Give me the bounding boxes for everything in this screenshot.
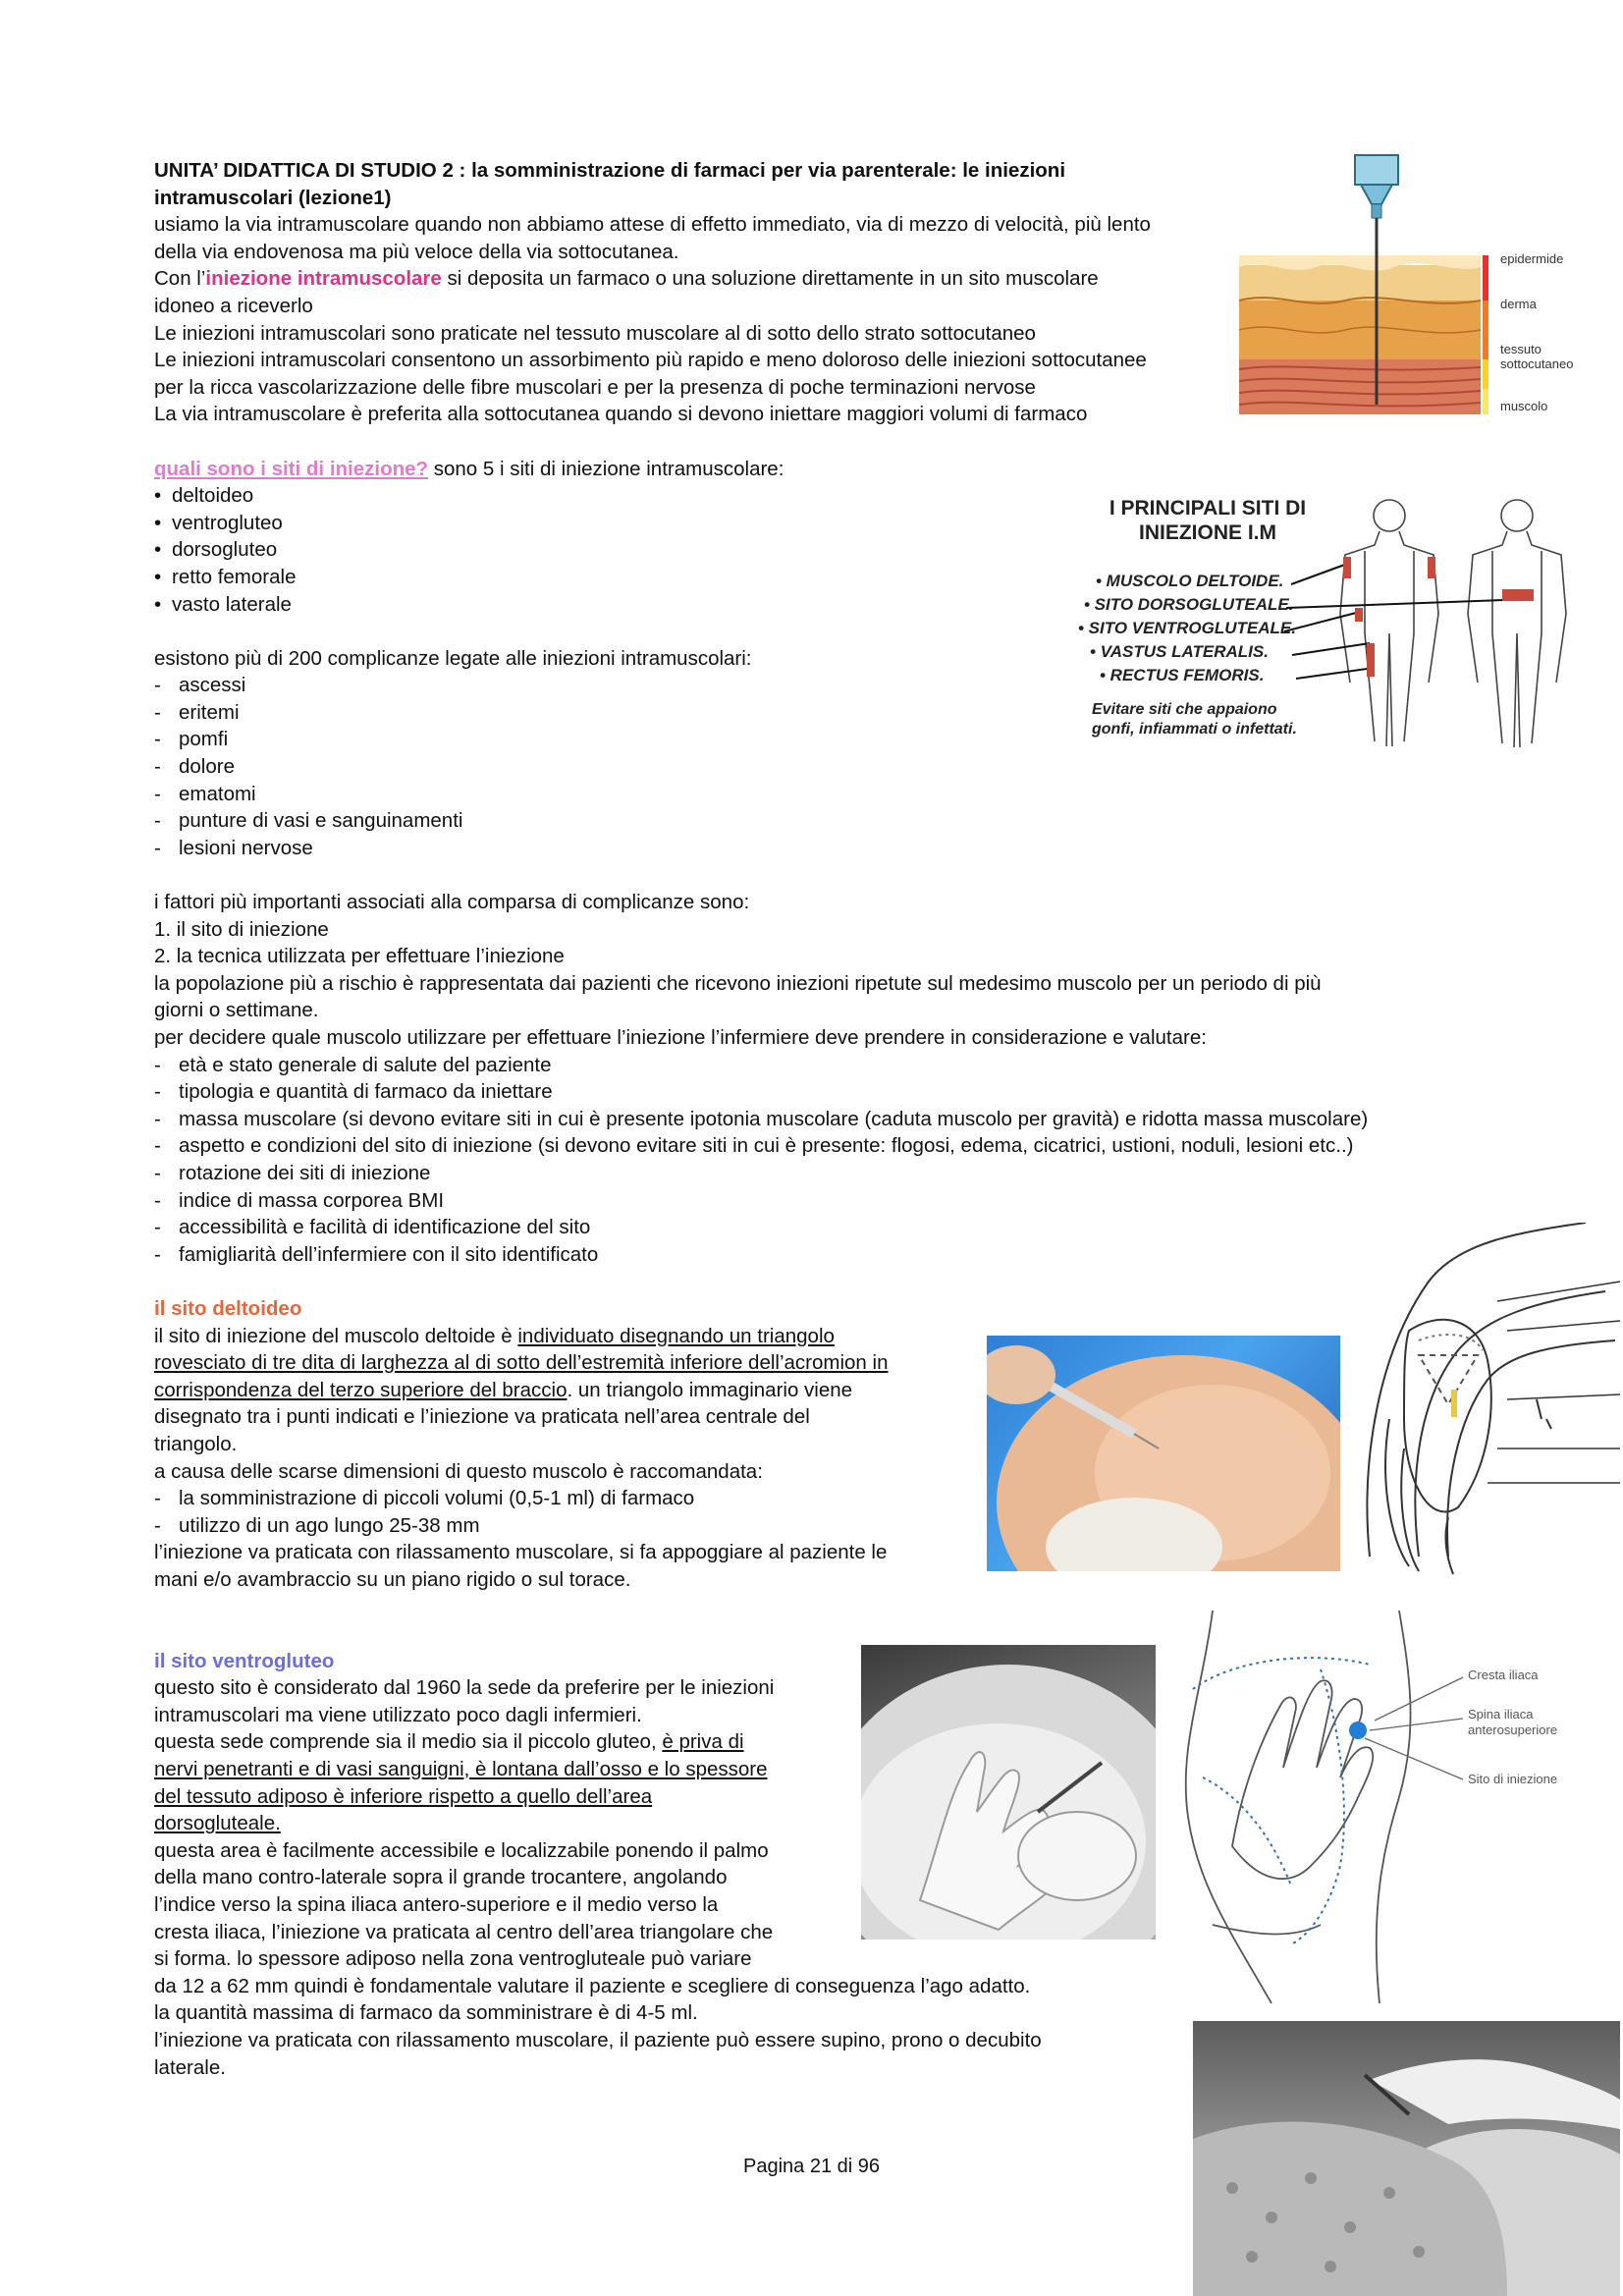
skin-layers-diagram (1237, 147, 1492, 432)
site-item: • dorsogluteo (154, 538, 278, 562)
im-sites-note: Evitare siti che appaiono gonfi, infiammati o infettati. (1092, 701, 1297, 738)
complication-item: - ematomi (154, 782, 256, 805)
complications-intro: esistono più di 200 complicanze legate alle iniezioni intramuscolari: (154, 646, 752, 670)
deltoid-injection-photo (987, 1336, 1340, 1571)
ventro-line: della mano contro-laterale sopra il grande trocantere, angolando (154, 1866, 728, 1889)
site-item: • retto femorale (154, 565, 297, 588)
deltoid-line: a causa delle scarse dimensioni di questo muscolo è raccomandata: (154, 1459, 763, 1483)
criteria-item: - accessibilità e facilità di identificazione del sito (154, 1216, 591, 1239)
deltoid-heading: il sito deltoideo (154, 1296, 302, 1320)
deltoid-line: disegnato tra i punti indicati e l’iniezione va praticata nell’area centrale del (154, 1405, 810, 1429)
label-sito-di-iniezione: Sito di iniezione (1468, 1772, 1558, 1786)
title-line-1: UNITA’ DIDATTICA DI STUDIO 2 : la somministrazione di farmaci per via parenterale: le iniezioni (154, 159, 1066, 182)
label-derma: derma (1500, 297, 1537, 311)
ventro-line: dorsogluteale. (154, 1812, 281, 1835)
criteria-item: - indice di massa corporea BMI (154, 1188, 445, 1212)
label-epidermide: epidermide (1500, 251, 1564, 266)
intro-line: per la ricca vascolarizzazione delle fibre muscolari e per la presenza di poche terminazioni nervose (154, 375, 1036, 399)
label-cresta-iliaca: Cresta iliaca (1468, 1667, 1539, 1682)
site-item: • deltoideo (154, 484, 254, 508)
intro-line: Le iniezioni intramuscolari sono praticate nel tessuto muscolare al di sotto dello strato sottocutaneo (154, 321, 1036, 345)
deltoid-line: corrispondenza del terzo superiore del braccio. un triangolo immaginario viene (154, 1378, 853, 1401)
ventro-line: l’indice verso la spina iliaca antero-superiore e il medio verso la (154, 1893, 719, 1916)
site-item: • vasto laterale (154, 592, 292, 616)
criteria-item: - età e stato generale di salute del paziente (154, 1053, 552, 1076)
sites-question-line: quali sono i siti di iniezione? sono 5 i siti di iniezione intramuscolare: (154, 457, 784, 480)
ventro-line: questa area è facilmente accessibile e localizzabile ponendo il palmo (154, 1838, 769, 1862)
label-spina-iliaca: Spina iliaca (1468, 1707, 1534, 1722)
ventrogluteal-anatomy-svg (1173, 1611, 1620, 2003)
label-muscolo: muscolo (1500, 399, 1548, 413)
label-sottocutaneo: sottocutaneo (1500, 356, 1574, 371)
deltoid-line: triangolo. (154, 1432, 238, 1455)
label-tessuto: tessuto (1500, 342, 1542, 356)
intro-line: Le iniezioni intramuscolari consentono un assorbimento più rapido e meno doloroso delle iniezioni sottocutanee (154, 349, 1147, 372)
ventro-line: questo sito è considerato dal 1960 la sede da preferire per le iniezioni (154, 1676, 775, 1700)
criteria-item: - rotazione dei siti di iniezione (154, 1161, 431, 1184)
criteria-item: - aspetto e condizioni del sito di iniezione (si devono evitare siti in cui è presente: flogosi, edema, cicatrici, ustioni, noduli, lesioni etc..) (154, 1134, 1354, 1158)
deltoid-photo-drawing (987, 1336, 1340, 1571)
complication-item: - dolore (154, 755, 235, 779)
ventro-line: questa sede comprende sia il medio sia il piccolo gluteo, è priva di (154, 1730, 744, 1754)
ventro-line: si forma. lo spessore adiposo nella zona ventrogluteale può variare (154, 1947, 752, 1971)
intro-line: La via intramuscolare è preferita alla sottocutanea quando si devono iniettare maggiori volumi di farmaco (154, 403, 1088, 426)
intro-line: della via endovenosa ma più veloce della via sottocutanea. (154, 240, 679, 263)
complication-item: - eritemi (154, 700, 240, 724)
ventro-line: laterale. (154, 2055, 226, 2079)
criteria-item: - massa muscolare (si devono evitare siti in cui è presente ipotonia muscolare (caduta muscolo per gravità) e ridotta massa muscolare) (154, 1107, 1369, 1130)
title-line-2: intramuscolari (lezione1) (154, 186, 392, 209)
deltoid-anatomy-svg (1350, 1223, 1620, 1576)
deltoid-item: - utilizzo di un ago lungo 25-38 mm (154, 1513, 480, 1537)
im-sites-figure (1070, 486, 1581, 756)
ventro-line: del tessuto adiposo è inferiore rispetto a quello dell’area (154, 1784, 653, 1808)
ventro-line: intramuscolari ma viene utilizzato poco dagli infermieri. (154, 1703, 642, 1726)
sites-question-link[interactable]: quali sono i siti di iniezione? (154, 457, 429, 480)
intro-line: usiamo la via intramuscolare quando non abbiamo attese di effetto immediato, via di mezzo di velocità, più lento (154, 213, 1151, 237)
label-anterosuperiore: anterosuperiore (1468, 1722, 1558, 1737)
factor-item: 1. il sito di iniezione (154, 917, 329, 941)
deltoid-line: l’iniezione va praticata con rilassamento muscolare, si fa appoggiare al paziente le (154, 1541, 888, 1564)
criteria-item: - famigliarità dell’infermiere con il sito identificato (154, 1242, 599, 1266)
risk-line: giorni o settimane. (154, 999, 319, 1022)
im-sites-title: I PRINCIPALI SITI DI INIEZIONE I.M (1109, 497, 1307, 544)
ventrogluteal-photo-drawing (861, 1645, 1156, 1940)
ventro-line: cresta iliaca, l’iniezione va praticata al centro dell’area triangolare che (154, 1920, 774, 1943)
ventro-line: nervi penetranti e di vasi sanguigni, è lontana dall’osso e lo spessore (154, 1758, 768, 1781)
im-sites-list: • MUSCOLO DELTOIDE. • SITO DORSOGLUTEALE. • SITO VENTROGLUTEALE. • VASTUS LATERALIS. • RECTUS FEMORIS. (1078, 572, 1296, 684)
criteria-item: - tipologia e quantità di farmaco da iniettare (154, 1080, 553, 1104)
site-item: • ventrogluteo (154, 511, 283, 534)
risk-line: la popolazione più a rischio è rappresentata dai pazienti che ricevono iniezioni ripetute sul medesimo muscolo per un periodo di più (154, 971, 1322, 995)
deltoid-anatomy-drawing (1350, 1223, 1620, 1576)
ventro-heading: il sito ventrogluteo (154, 1649, 335, 1672)
ventro-line: la quantità massima di farmaco da somministrare è di 4-5 ml. (154, 2001, 698, 2025)
deltoid-item: - la somministrazione di piccoli volumi (0,5-1 ml) di farmaco (154, 1487, 695, 1510)
ventro-line: l’iniezione va praticata con rilassamento muscolare, il paziente può essere supino, prono o decubito (154, 2028, 1042, 2051)
page-number: Pagina 21 di 96 (742, 2156, 880, 2177)
factor-item: 2. la tecnica utilizzata per effettuare l’iniezione (154, 945, 565, 968)
ventro-line: da 12 a 62 mm quindi è fondamentale valutare il paziente e scegliere di conseguenza l’ago adatto. (154, 1974, 1031, 1997)
deltoid-line: il sito di iniezione del muscolo deltoide è individuato disegnando un triangolo (154, 1324, 835, 1347)
risk-line: per decidere quale muscolo utilizzare per effettuare l’iniezione l’infermiere deve prendere in considerazione e valutare: (154, 1026, 1207, 1049)
ventrogluteal-anatomy-drawing (1173, 1611, 1620, 2003)
complication-item: - ascessi (154, 674, 246, 697)
complication-item: - punture di vasi e sanguinamenti (154, 809, 463, 833)
ventrogluteal-photo (861, 1645, 1156, 1940)
con-line: Con l’iniezione intramuscolare si deposita un farmaco o una soluzione direttamente in un sito muscolare (154, 267, 1099, 291)
complication-item: - lesioni nervose (154, 836, 313, 859)
deltoid-line: mani e/o avambraccio su un piano rigido o sul torace. (154, 1567, 631, 1591)
skin-layers-figure (1237, 147, 1620, 432)
intro-line: idoneo a riceverlo (154, 294, 313, 317)
body-outline-drawing (1070, 486, 1581, 756)
factors-intro: i fattori più importanti associati alla comparsa di complicanze sono: (154, 891, 750, 914)
deltoid-line: rovesciato di tre dita di larghezza al di sotto dell’estremità inferiore dell’acromion in (154, 1351, 889, 1375)
complication-item: - pomfi (154, 728, 229, 751)
